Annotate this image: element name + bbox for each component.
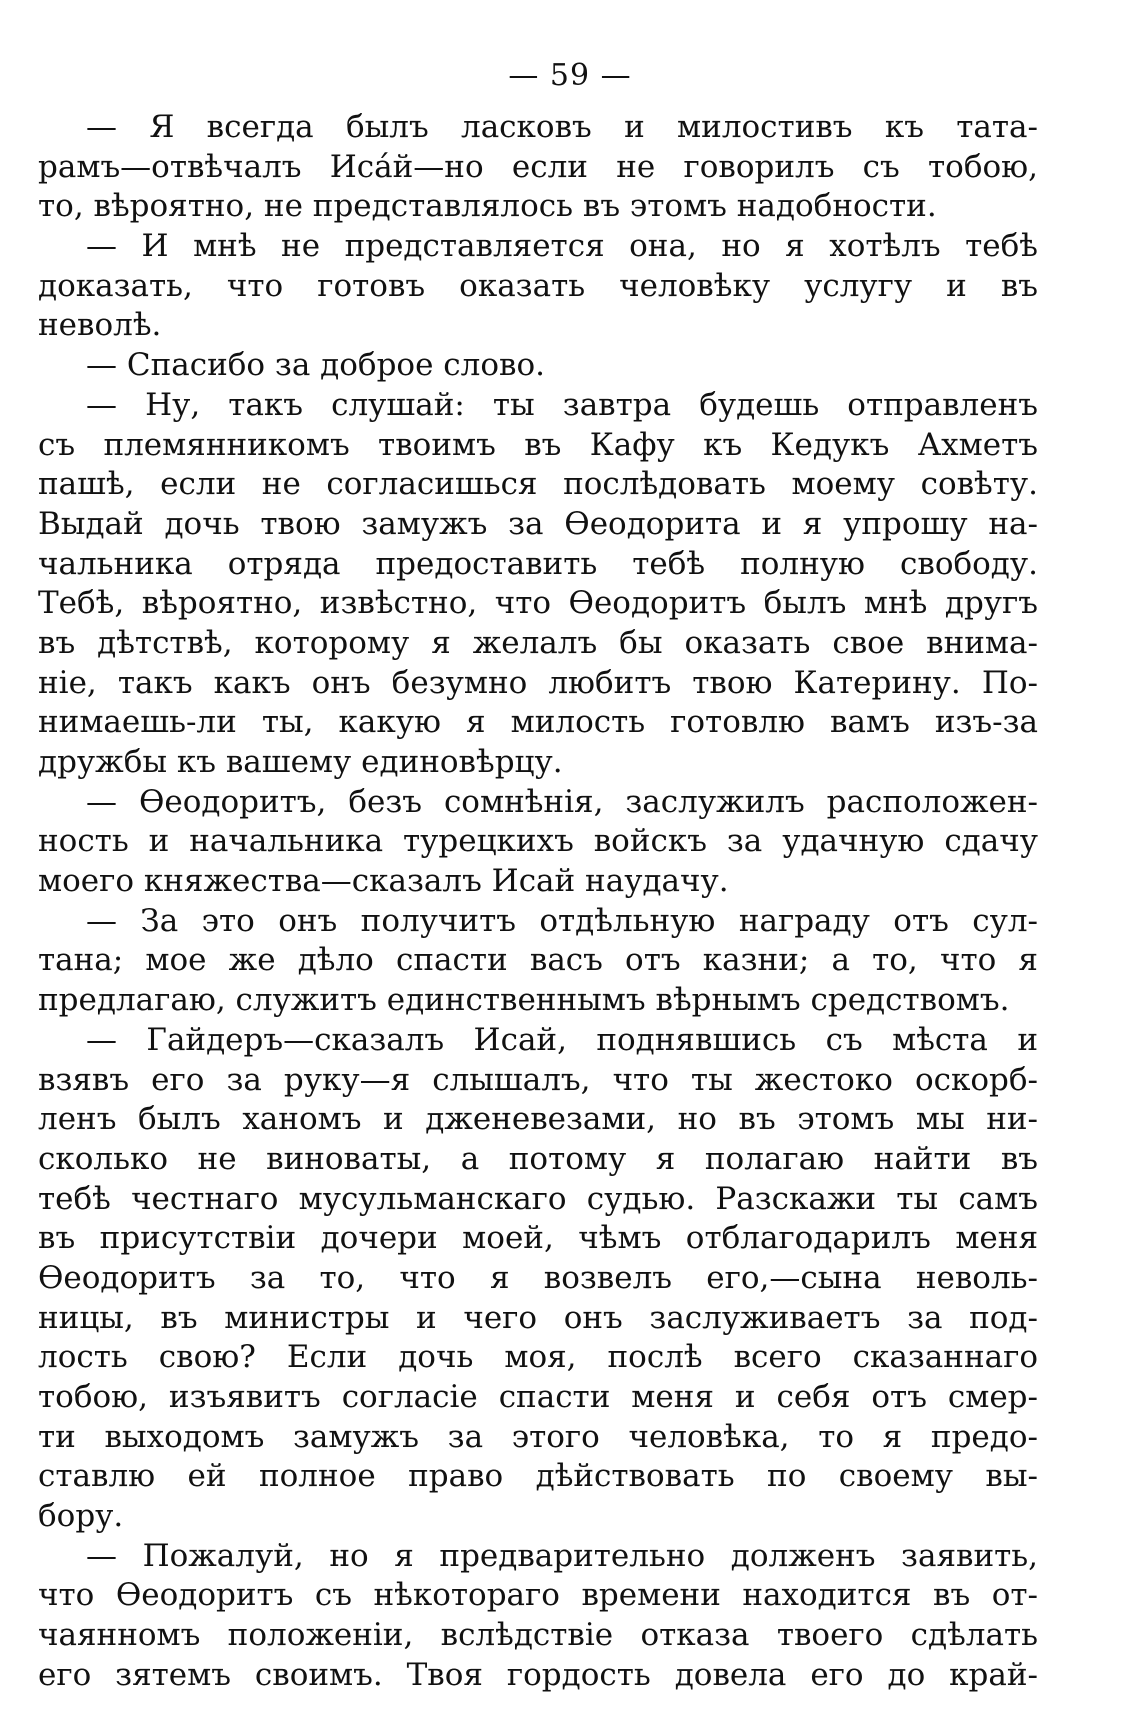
text-line: его зятемъ своимъ. Твоя гордость довела его до край- xyxy=(38,1656,1038,1693)
text-line: въ дѣтствѣ, которому я желалъ бы оказать свое внима- xyxy=(38,624,1038,661)
text-line: ленъ былъ ханомъ и дженевезами, но въ этомъ мы ни- xyxy=(38,1101,1038,1138)
text-line: ставлю ей полное право дѣйствовать по своему вы- xyxy=(38,1458,1038,1495)
text-line: — Ну, такъ слушай: ты завтра будешь отправленъ xyxy=(86,386,1038,423)
text-line: предлагаю, служитъ единственнымъ вѣрнымъ средствомъ. xyxy=(38,982,1010,1019)
text-line: ность и начальника турецкихъ войскъ за удачную сдачу xyxy=(38,823,1038,860)
text-line: бору. xyxy=(38,1498,124,1535)
text-line: ти выходомъ замужъ за этого человѣка, то я предо- xyxy=(38,1418,1038,1455)
text-line: — Гайдеръ—сказалъ Исай, поднявшись съ мѣста и xyxy=(86,1021,1038,1058)
text-line: — Спасибо за доброе слово. xyxy=(86,347,545,384)
text-line: пашѣ, если не согласишься послѣдовать моему совѣту. xyxy=(38,466,1038,503)
text-line: — Ѳеодоритъ, безъ сомнѣнiя, заслужилъ расположен- xyxy=(86,783,1038,820)
text-line: Выдай дочь твою замужъ за Ѳеодорита и я упрошу на- xyxy=(38,505,1038,542)
text-line: чальника отряда предоставить тебѣ полную свободу. xyxy=(38,545,1038,582)
text-line: — Я всегда былъ ласковъ и милостивъ къ тата- xyxy=(86,109,1038,145)
text-line: что Ѳеодоритъ съ нѣкотораго времени находится въ от- xyxy=(38,1577,1038,1614)
text-line: — Пожалуй, но я предварительно долженъ заявить, xyxy=(86,1537,1038,1574)
text-line: лость свою? Если дочь моя, послѣ всего сказаннаго xyxy=(38,1339,1038,1376)
text-line: тана; мое же дѣло спасти васъ отъ казни; а то, что я xyxy=(38,942,1038,979)
text-line: ницы, въ министры и чего онъ заслуживаетъ за под- xyxy=(38,1299,1038,1336)
text-line: дружбы къ вашему единовѣрцу. xyxy=(38,744,563,780)
text-line: тобою, изъявитъ согласiе спасти меня и себя отъ смер- xyxy=(38,1379,1038,1415)
page-number: — 59 — xyxy=(508,58,632,93)
text-line: — И мнѣ не представляется она, но я хотѣлъ тебѣ xyxy=(86,228,1038,265)
text-line: Тебѣ, вѣроятно, извѣстно, что Ѳеодоритъ былъ мнѣ другъ xyxy=(38,585,1038,622)
text-line: — За это онъ получитъ отдѣльную награду отъ сул- xyxy=(86,902,1038,939)
text-line: то, вѣроятно, не представлялось въ этомъ надобности. xyxy=(38,188,937,225)
text-line: нимаешь-ли ты, какую я милость готовлю вамъ изъ-за xyxy=(38,704,1038,741)
text-line: нiе, такъ какъ онъ безумно любитъ твою Катерину. По- xyxy=(38,664,1038,701)
text-line: доказать, что готовъ оказать человѣку услугу и въ xyxy=(38,267,1038,304)
text-line: рамъ—отвѣчалъ Исáй—но если не говорилъ съ тобою, xyxy=(38,148,1038,185)
text-line: тебѣ честнаго мусульманскаго судью. Разскажи ты самъ xyxy=(38,1180,1038,1217)
text-line: сколько не виноваты, а потому я полагаю найти въ xyxy=(38,1140,1038,1177)
text-line: Ѳеодоритъ за то, что я возвелъ его,—сына неволь- xyxy=(38,1259,1038,1296)
text-block xyxy=(38,108,1038,1696)
text-line: чаянномъ положенiи, вслѣдствiе отказа твоего сдѣлать xyxy=(38,1617,1038,1654)
text-line: въ присутствiи дочери моей, чѣмъ отблагодарилъ меня xyxy=(38,1220,1038,1257)
text-line: съ племянникомъ твоимъ въ Кафу къ Кедукъ Ахметъ xyxy=(38,426,1038,463)
text-line: моего княжества—сказалъ Исай наудачу. xyxy=(38,863,729,900)
text-line: неволѣ. xyxy=(38,307,162,344)
text-line: взявъ его за руку—я слышалъ, что ты жестоко оскорб- xyxy=(38,1061,1038,1098)
